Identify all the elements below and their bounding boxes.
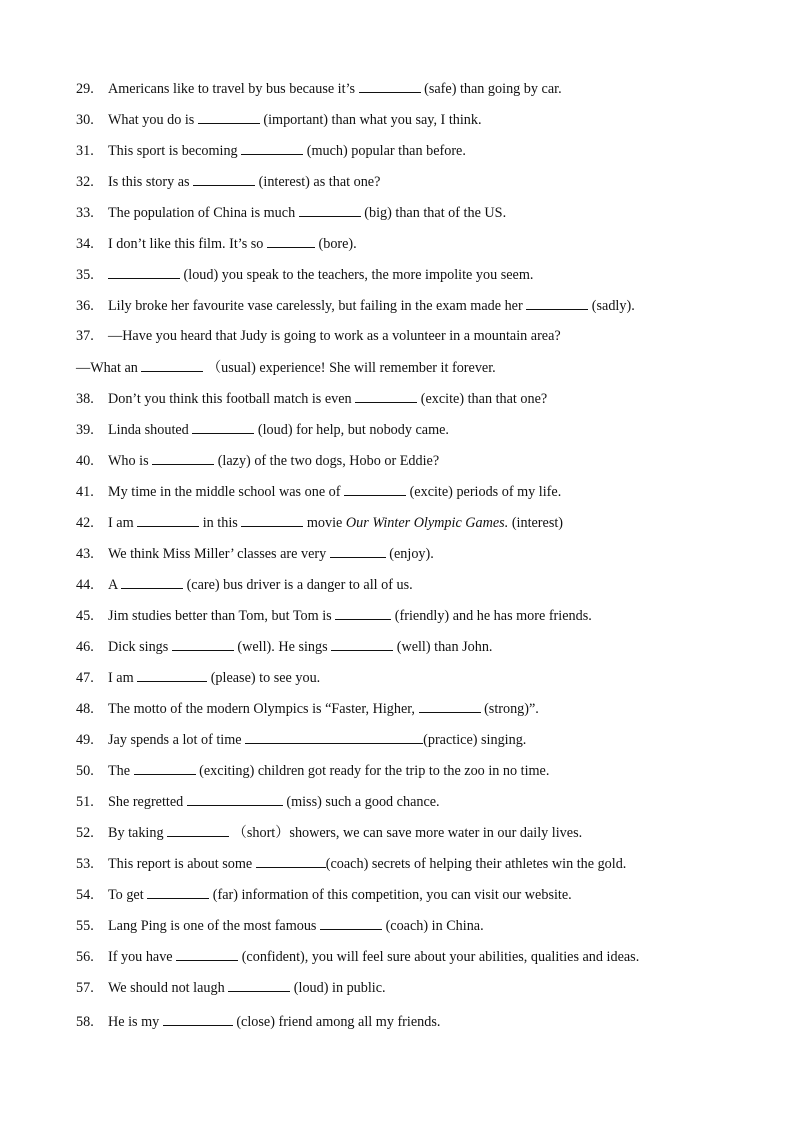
question-hint: (well). He sings <box>233 639 332 655</box>
question-number: 55. <box>76 918 94 934</box>
answer-blank[interactable] <box>335 605 391 620</box>
question-line <box>76 295 635 315</box>
question-line <box>76 698 539 718</box>
question-text: Linda shouted <box>108 422 193 438</box>
answer-blank[interactable] <box>228 977 290 992</box>
question-line <box>76 450 439 470</box>
question-line <box>76 1011 440 1031</box>
question-number: 45. <box>76 608 94 624</box>
question-hint: (loud) in public. <box>290 980 386 996</box>
question-hint: (exciting) children got ready for the trip to the zoo in no time. <box>195 763 550 779</box>
answer-blank[interactable] <box>419 698 481 713</box>
answer-blank[interactable] <box>176 946 238 961</box>
question-number: 40. <box>76 453 94 469</box>
question-number: 47. <box>76 670 94 686</box>
question-text: —What an <box>76 360 142 376</box>
question-hint: (far) information of this competition, you can visit our website. <box>209 887 572 903</box>
answer-blank[interactable] <box>526 295 588 310</box>
question-line <box>76 233 357 253</box>
question-number: 51. <box>76 794 94 810</box>
question-hint: (excite) than that one? <box>417 391 548 407</box>
answer-blank[interactable] <box>137 667 207 682</box>
question-number: 35. <box>76 267 94 283</box>
question-hint: (please) to see you. <box>207 670 321 686</box>
answer-blank[interactable] <box>320 915 382 930</box>
answer-blank[interactable] <box>193 171 255 186</box>
question-text: movie <box>303 515 346 531</box>
answer-blank[interactable] <box>147 884 209 899</box>
question-text: My time in the middle school was one of <box>108 484 345 500</box>
answer-blank[interactable] <box>163 1011 233 1026</box>
question-text: in this <box>199 515 242 531</box>
question-text: We should not laugh <box>108 980 229 996</box>
question-line <box>76 667 320 687</box>
question-text: To get <box>108 887 148 903</box>
answer-blank[interactable] <box>121 574 183 589</box>
question-number: 44. <box>76 577 94 593</box>
question-number: 52. <box>76 825 94 841</box>
question-text: By taking <box>108 825 168 841</box>
question-number: 31. <box>76 143 94 159</box>
question-text: This report is about some <box>108 856 256 872</box>
question-line <box>76 171 380 191</box>
question-number: 36. <box>76 298 94 314</box>
question-line <box>76 853 626 873</box>
question-text: Is this story as <box>108 174 194 190</box>
question-line <box>76 264 533 284</box>
question-hint: (miss) such a good chance. <box>282 794 440 810</box>
question-hint: (much) popular than before. <box>303 143 466 159</box>
question-number: 42. <box>76 515 94 531</box>
answer-blank[interactable] <box>172 636 234 651</box>
question-number: 38. <box>76 391 94 407</box>
question-hint: (friendly) and he has more friends. <box>391 608 592 624</box>
question-number: 32. <box>76 174 94 190</box>
question-text: —Have you heard that Judy is going to work as a volunteer in a mountain area? <box>108 328 561 344</box>
question-hint: (excite) periods of my life. <box>406 484 562 500</box>
answer-blank[interactable] <box>241 512 303 527</box>
question-hint: (practice) singing. <box>423 732 527 748</box>
question-line <box>76 202 506 222</box>
question-line <box>76 140 466 160</box>
answer-blank[interactable] <box>192 419 254 434</box>
question-number: 43. <box>76 546 94 562</box>
question-text: Lily broke her favourite vase carelessly, but failing in the exam made her <box>108 298 527 314</box>
question-text: I am <box>108 515 138 531</box>
question-hint: (safe) than going by car. <box>420 81 562 97</box>
question-text: Dick sings <box>108 639 172 655</box>
question-hint: (well) than John. <box>393 639 493 655</box>
question-line <box>76 636 492 656</box>
answer-blank[interactable] <box>198 109 260 124</box>
question-hint: (care) bus driver is a danger to all of us. <box>183 577 413 593</box>
question-hint: (lazy) of the two dogs, Hobo or Eddie? <box>214 453 440 469</box>
question-text: Jay spends a lot of time <box>108 732 246 748</box>
question-text: Don’t you think this football match is even <box>108 391 356 407</box>
answer-blank[interactable] <box>267 233 315 248</box>
question-line <box>76 481 561 501</box>
question-line <box>76 822 582 842</box>
question-number: 53. <box>76 856 94 872</box>
question-text: She regretted <box>108 794 187 810</box>
answer-blank[interactable] <box>344 481 406 496</box>
question-text: Americans like to travel by bus because it’s <box>108 81 359 97</box>
question-number: 37. <box>76 328 94 344</box>
question-number: 50. <box>76 763 94 779</box>
question-hint: (confident), you will feel sure about your abilities, qualities and ideas. <box>238 949 640 965</box>
question-line <box>76 884 572 904</box>
question-hint: (loud) for help, but nobody came. <box>254 422 449 438</box>
question-text: I don’t like this film. It’s so <box>108 236 267 252</box>
question-hint: (enjoy). <box>385 546 434 562</box>
question-hint: (bore). <box>314 236 357 252</box>
question-number: 54. <box>76 887 94 903</box>
question-line <box>76 977 386 997</box>
question-line <box>76 543 434 563</box>
question-text: A <box>108 577 122 593</box>
answer-blank[interactable] <box>245 729 423 744</box>
question-hint: （usual) experience! She will remember it forever. <box>203 360 496 376</box>
question-line <box>76 357 496 377</box>
question-number: 58. <box>76 1014 94 1030</box>
question-line <box>76 791 440 811</box>
question-hint: (big) than that of the US. <box>360 205 507 221</box>
question-text: What you do is <box>108 112 198 128</box>
question-number: 56. <box>76 949 94 965</box>
movie-title: Our Winter Olympic Games. <box>345 515 509 531</box>
question-hint: (coach) secrets of helping their athletes win the gold. <box>325 856 627 872</box>
question-text: The <box>108 763 134 779</box>
answer-blank[interactable] <box>241 140 303 155</box>
question-hint: （short）showers, we can save more water in our daily lives. <box>229 825 583 841</box>
question-text: The motto of the modern Olympics is “Faster, Higher, <box>108 701 419 717</box>
question-number: 57. <box>76 980 94 996</box>
answer-blank[interactable] <box>187 791 283 806</box>
question-line <box>76 605 592 625</box>
question-line <box>76 78 562 98</box>
question-line <box>76 326 561 346</box>
question-text: Who is <box>108 453 153 469</box>
question-number: 46. <box>76 639 94 655</box>
question-hint: (close) friend among all my friends. <box>232 1014 441 1030</box>
question-hint: (sadly). <box>588 298 635 314</box>
question-text: This sport is becoming <box>108 143 242 159</box>
question-line <box>76 419 449 439</box>
question-hint: (interest) <box>508 515 564 531</box>
answer-blank[interactable] <box>134 760 196 775</box>
answer-blank[interactable] <box>137 512 199 527</box>
answer-blank[interactable] <box>355 388 417 403</box>
question-line <box>76 915 484 935</box>
question-number: 34. <box>76 236 94 252</box>
answer-blank[interactable] <box>331 636 393 651</box>
question-line <box>76 574 413 594</box>
question-hint: (loud) you speak to the teachers, the more impolite you seem. <box>180 267 534 283</box>
question-text: The population of China is much <box>108 205 299 221</box>
question-line <box>76 760 549 780</box>
question-number: 48. <box>76 701 94 717</box>
question-hint: (strong)”. <box>480 701 539 717</box>
answer-blank[interactable] <box>299 202 361 217</box>
answer-blank[interactable] <box>256 853 326 868</box>
question-line <box>76 946 639 966</box>
question-number: 41. <box>76 484 94 500</box>
answer-blank[interactable] <box>330 543 386 558</box>
question-number: 39. <box>76 422 94 438</box>
question-number: 30. <box>76 112 94 128</box>
question-number: 33. <box>76 205 94 221</box>
question-text: He is my <box>108 1014 163 1030</box>
question-line <box>76 512 563 532</box>
question-text: I am <box>108 670 138 686</box>
question-hint: (important) than what you say, I think. <box>259 112 482 128</box>
question-text: We think Miss Miller’ classes are very <box>108 546 330 562</box>
question-hint: (interest) as that one? <box>255 174 381 190</box>
answer-blank[interactable] <box>108 264 180 279</box>
question-line <box>76 729 526 749</box>
answer-blank[interactable] <box>152 450 214 465</box>
question-text: Jim studies better than Tom, but Tom is <box>108 608 336 624</box>
question-line <box>76 388 547 408</box>
question-number: 29. <box>76 81 94 97</box>
question-number: 49. <box>76 732 94 748</box>
question-text: If you have <box>108 949 177 965</box>
question-text: Lang Ping is one of the most famous <box>108 918 321 934</box>
question-hint: (coach) in China. <box>382 918 484 934</box>
answer-blank[interactable] <box>141 357 203 372</box>
answer-blank[interactable] <box>359 78 421 93</box>
answer-blank[interactable] <box>167 822 229 837</box>
question-line <box>76 109 482 129</box>
